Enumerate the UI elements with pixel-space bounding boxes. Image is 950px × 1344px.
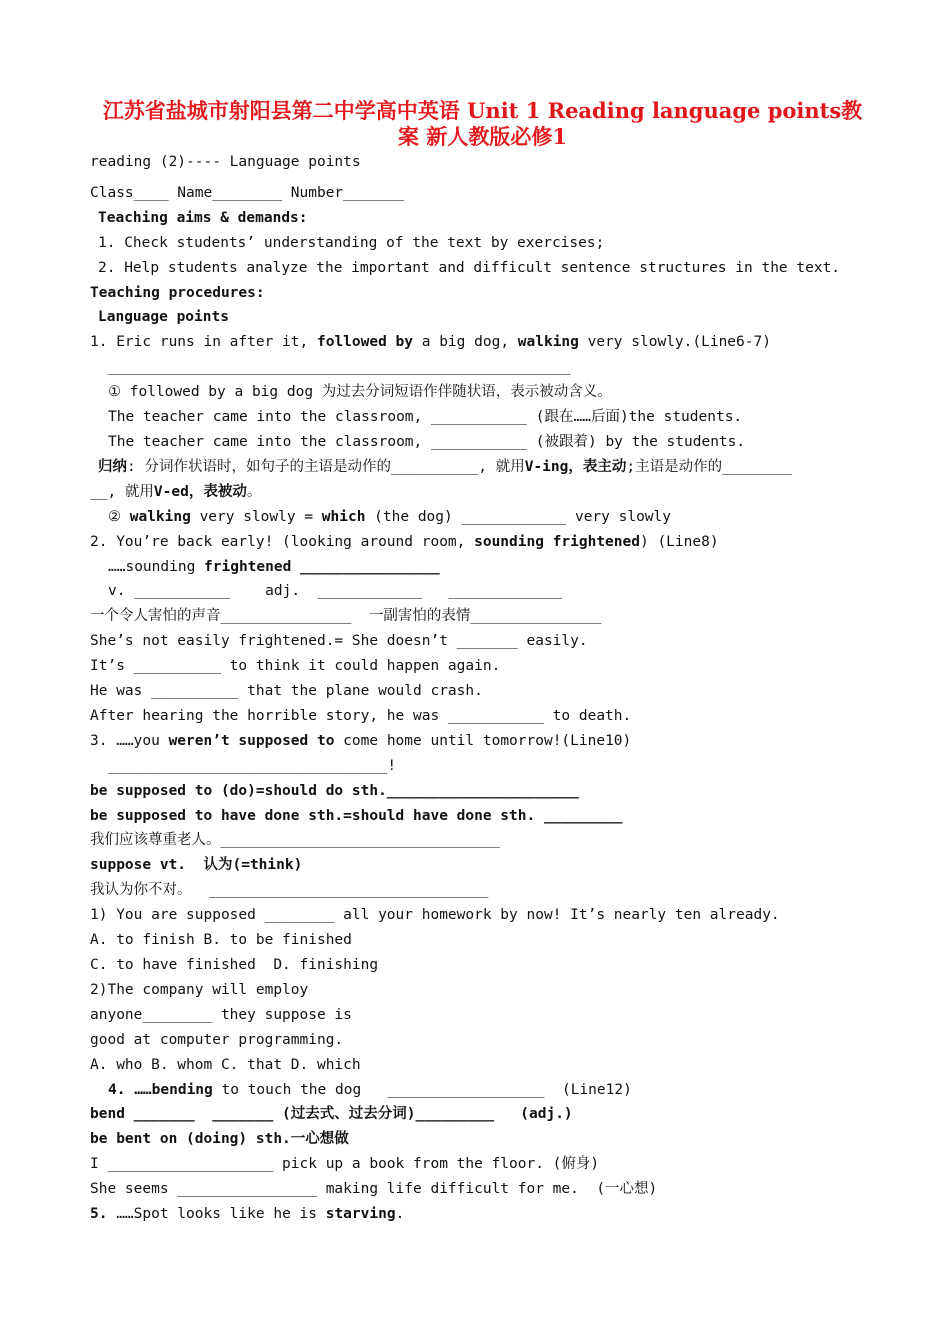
bold-phrase: frightened ________________ — [204, 558, 440, 575]
text-line: v. ___________ adj. ____________ _____________ — [108, 583, 562, 600]
document-body — [90, 150, 870, 1227]
text-line: 2)The company will employ — [90, 981, 309, 998]
text-line: 1) You are supposed ________ all your homework by now! It’s nearly ten already. — [90, 907, 780, 924]
bold-phrase: sounding frightened — [474, 533, 640, 550]
text-line: Language points — [98, 309, 229, 326]
bold-phrase: 归纳 — [98, 458, 127, 475]
text-line: be supposed to have done sth.=should have done sth. _________ — [90, 807, 623, 824]
text-line: It’s __________ to think it could happen again. — [90, 658, 501, 675]
text-line: _____________________________________________________ — [108, 359, 571, 376]
document-title — [70, 98, 895, 150]
text-line: 2. Help students analyze the important and difficult sentence structures in the text. — [98, 259, 841, 276]
bold-phrase: ……bending — [134, 1081, 213, 1098]
text-line: 一个令人害怕的声音_______________ 一副害怕的表情_______________ — [90, 608, 602, 625]
text-line: 1. Check students’ understanding of the text by exercises; — [98, 234, 605, 251]
text-line: 1. Eric runs in after it, followed by a big dog, walking very slowly.(Line6-7) — [90, 334, 771, 351]
text-line: The teacher came into the classroom, ___________ (跟在……后面)the students. — [108, 409, 743, 426]
document-page — [90, 98, 870, 1227]
text-line: be bent on (doing) sth.一心想做 — [90, 1131, 349, 1148]
text-line: 5. ……Spot looks like he is starving. — [90, 1206, 405, 1223]
text-line: I ___________________ pick up a book from the floor. (俯身) — [90, 1156, 600, 1173]
text-line: be supposed to (do)=should do sth.______________________ — [90, 782, 579, 799]
text-line: The teacher came into the classroom, ___________ (被跟着) by the students. — [108, 433, 746, 450]
bold-phrase: V-ing，表主动 — [524, 458, 627, 475]
bold-phrase: which — [321, 508, 366, 525]
bold-phrase: walking — [129, 508, 191, 525]
text-line: 归纳: 分词作状语时，如句子的主语是动作的__________, 就用V-ing，表主动;主语是动作的________ — [98, 458, 792, 475]
text-line: A. who B. whom C. that D. which — [90, 1056, 361, 1073]
text-line: 4. ……bending to touch the dog __________________ (Line12) — [108, 1081, 632, 1098]
text-line: He was __________ that the plane would crash. — [90, 683, 483, 700]
text-line: ② walking very slowly = which (the dog) ____________ very slowly — [108, 508, 671, 525]
text-line: __, 就用V-ed，表被动。 — [90, 483, 262, 500]
text-line: A. to finish B. to be finished — [90, 932, 352, 949]
bold-phrase: followed by — [316, 334, 414, 351]
text-line: Teaching aims & demands: — [98, 209, 308, 226]
text-line: 我们应该尊重老人。________________________________ — [90, 832, 500, 849]
bold-phrase: starving — [325, 1206, 396, 1223]
text-line: ……sounding frightened ________________ — [108, 558, 440, 575]
bold-phrase: 4. — [108, 1081, 126, 1098]
text-line: Teaching procedures: — [90, 284, 265, 301]
text-line: ① followed by a big dog 为过去分词短语作伴随状语，表示被动含义。 — [108, 384, 612, 401]
text-line: ________________________________! — [108, 757, 397, 774]
text-line: She seems ________________ making life difficult for me. (一心想) — [90, 1181, 658, 1198]
text-line: C. to have finished D. finishing — [90, 957, 379, 973]
text-line: reading (2)---- Language points — [90, 154, 361, 170]
text-line: bend _______ _______ (过去式、过去分词)_________ (adj.) — [90, 1106, 573, 1123]
text-line: 3. ……you weren’t supposed to come home until tomorrow!(Line10) — [90, 732, 632, 749]
title-line-1: 江苏省盐城市射阳县第二中学高中英语 Unit 1 Reading language points教 — [102, 98, 863, 123]
text-line: She’s not easily frightened.= She doesn’t _______ easily. — [90, 633, 588, 650]
text-line: suppose vt. 认为(=think) — [90, 857, 303, 874]
bold-phrase: V-ed，表被动 — [153, 483, 247, 500]
text-line: 2. You’re back early! (looking around room, sounding frightened) (Line8) — [90, 533, 719, 550]
text-line: After hearing the horrible story, he was ___________ to death. — [90, 707, 632, 724]
text-line: good at computer programming. — [90, 1031, 344, 1048]
bold-phrase: weren’t supposed to — [168, 732, 335, 749]
text-line: anyone________ they suppose is — [90, 1006, 352, 1023]
bold-phrase: 5. — [90, 1206, 108, 1223]
bold-phrase: walking — [517, 334, 579, 351]
title-line-2: 案 新人教版必修1 — [398, 124, 567, 149]
text-line: Class____ Name________ Number_______ — [90, 184, 405, 201]
text-line: 我认为你不对。 ________________________________ — [90, 882, 489, 899]
